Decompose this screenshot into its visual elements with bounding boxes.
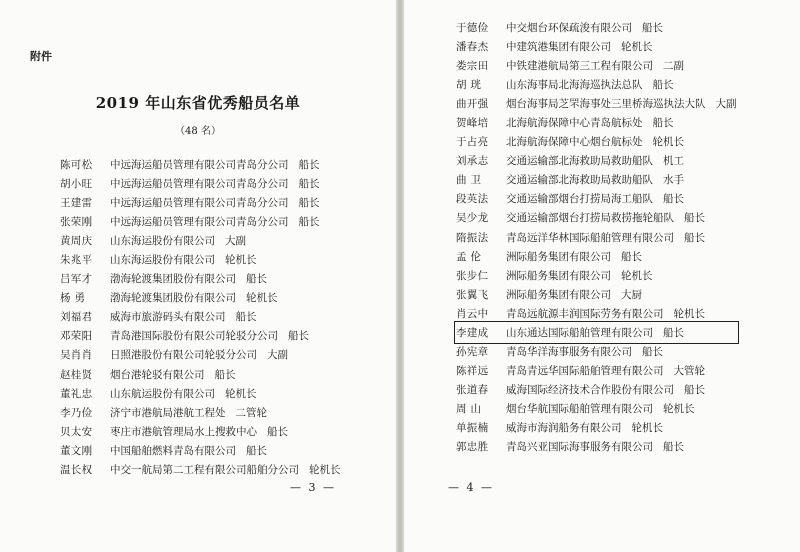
crew-name: 单振楠 [456, 422, 489, 434]
crew-company: 山东海运股份有限公司 [110, 235, 215, 248]
crew-name: 娄宗田 [456, 60, 489, 73]
crew-row [456, 56, 737, 75]
crew-role: 二管轮 [235, 406, 267, 419]
crew-role: 轮机长 [621, 41, 653, 54]
crew-row [60, 174, 341, 193]
crew-role: 二副 [663, 60, 684, 73]
crew-role: 轮机长 [621, 269, 653, 282]
crew-row [456, 418, 737, 437]
crew-name: 张翼飞 [456, 288, 489, 301]
crew-role: 机工 [663, 155, 684, 168]
crew-company: 烟台海事局芝罘海事处三里桥海巡执法大队 [506, 98, 706, 111]
crew-row [60, 365, 341, 384]
crew-name: 李乃俭 [60, 406, 93, 419]
crew-role: 船长 [214, 368, 236, 381]
crew-role: 船长 [298, 216, 320, 229]
crew-row [60, 231, 341, 250]
crew-row [60, 250, 341, 269]
crew-row [456, 304, 737, 323]
crew-company: 烟台港轮驳有限公司 [110, 368, 205, 381]
crew-role: 轮机长 [225, 254, 257, 267]
crew-role: 轮机长 [631, 422, 663, 434]
crew-row [456, 132, 737, 151]
crew-company: 青岛远洋华林国际船舶管理有限公司 [506, 231, 674, 244]
crew-row [60, 422, 341, 441]
crew-company: 洲际船务集团有限公司 [506, 269, 611, 282]
crew-name: 黄周庆 [60, 235, 93, 248]
crew-row [60, 155, 341, 174]
crew-company: 山东海运股份有限公司 [110, 254, 215, 267]
crew-company: 北海航海保障中心烟台航标处 [506, 136, 643, 149]
crew-row [60, 269, 341, 288]
crew-name: 肖云中 [456, 307, 489, 320]
crew-name: 陈祥远 [456, 364, 489, 377]
crew-role: 大副 [225, 235, 246, 248]
crew-row-highlighted [456, 323, 737, 342]
crew-role: 轮机长 [652, 136, 684, 149]
crew-row [456, 361, 737, 380]
crew-name: 贺峰培 [456, 117, 489, 130]
crew-role: 船长 [652, 117, 674, 130]
crew-name: 周 山 [456, 402, 482, 415]
crew-company: 济宁市港航局港航工程处 [110, 406, 226, 419]
crew-company: 威海市旅游码头有限公司 [110, 311, 226, 324]
crew-company: 中建筑港集团有限公司 [506, 41, 611, 54]
crew-name: 陈可松 [60, 159, 93, 172]
crew-role: 船长 [663, 441, 684, 454]
crew-name: 于德俭 [456, 22, 489, 35]
crew-name: 张荣刚 [60, 216, 93, 229]
crew-row [60, 288, 341, 307]
crew-row [60, 441, 341, 460]
crew-role: 船长 [684, 231, 705, 244]
crew-role: 船长 [267, 425, 288, 438]
crew-name: 刘福君 [60, 311, 93, 324]
crew-row [456, 208, 737, 227]
crew-name: 朱兆平 [60, 254, 93, 267]
crew-name: 吴少龙 [456, 212, 489, 225]
crew-name: 郭忠胜 [456, 441, 489, 454]
crew-row [60, 307, 341, 326]
crew-role: 船长 [621, 250, 642, 263]
crew-row [456, 342, 737, 361]
crew-row [456, 380, 737, 399]
crew-row [456, 266, 737, 285]
crew-name: 隋振法 [456, 231, 489, 244]
crew-role: 船长 [298, 178, 320, 191]
crew-company: 渤海轮渡集团股份有限公司 [110, 273, 236, 286]
crew-name: 胡 珖 [456, 79, 482, 92]
crew-name: 潘春杰 [456, 41, 489, 54]
crew-company: 中远海运船员管理有限公司青岛分公司 [110, 216, 289, 229]
crew-name: 邓荣阳 [60, 330, 93, 343]
crew-company: 威海国际经济技术合作股份有限公司 [506, 383, 674, 396]
crew-row [456, 18, 737, 37]
crew-list-left [60, 155, 341, 479]
crew-company: 枣庄市港航管理局水上搜救中心 [110, 425, 257, 438]
crew-list-right [456, 18, 737, 456]
crew-row [60, 384, 341, 403]
crew-company: 威海市海润船务有限公司 [506, 422, 622, 434]
crew-role: 船长 [298, 197, 320, 210]
crew-name: 吴肖肖 [60, 349, 93, 362]
crew-role: 船长 [642, 345, 663, 358]
crew-row [456, 37, 737, 56]
crew-company: 山东海事局北海海巡执法总队 [506, 79, 643, 92]
crew-row [456, 437, 737, 456]
crew-row [60, 326, 341, 345]
crew-name: 曲开强 [456, 98, 489, 111]
page-number-left: — 3 — [290, 481, 336, 494]
crew-company: 洲际船务集团有限公司 [506, 250, 611, 263]
crew-row [60, 345, 341, 364]
crew-name: 于占亮 [456, 136, 489, 149]
attachment-label: 附件 [30, 50, 52, 63]
crew-role: 轮机长 [663, 402, 695, 415]
crew-role: 大副 [267, 349, 288, 362]
crew-company: 中交一航局第二工程有限公司船舶分公司 [110, 463, 299, 476]
crew-company: 青岛兴亚国际海事服务有限公司 [506, 441, 653, 454]
crew-row [456, 399, 737, 418]
crew-role: 轮机长 [246, 292, 278, 305]
crew-role: 船长 [652, 79, 674, 92]
book-spine [396, 0, 404, 552]
crew-name: 吕军才 [60, 273, 93, 286]
crew-role: 轮机长 [673, 307, 705, 320]
crew-role: 船长 [663, 193, 684, 206]
crew-row [456, 94, 737, 113]
crew-role: 船长 [684, 383, 705, 396]
crew-role: 船长 [288, 330, 309, 343]
crew-name: 王建雷 [60, 197, 93, 210]
crew-row [456, 228, 737, 247]
crew-row [60, 212, 341, 231]
crew-company: 洲际船务集团有限公司 [506, 288, 611, 301]
crew-role: 船长 [663, 326, 684, 339]
crew-row [60, 403, 341, 422]
crew-row [456, 170, 737, 189]
crew-company: 中远海运船员管理有限公司青岛分公司 [110, 178, 289, 191]
crew-company: 青岛华洋海事服务有限公司 [506, 345, 632, 358]
crew-row [456, 189, 737, 208]
crew-name: 张步仁 [456, 269, 489, 282]
crew-name: 董文刚 [60, 444, 93, 457]
crew-role: 水手 [663, 174, 684, 187]
crew-company: 中交烟台环保疏浚有限公司 [506, 22, 632, 35]
crew-name: 张道春 [456, 383, 489, 396]
crew-role: 大厨 [621, 288, 642, 301]
crew-role: 船长 [298, 159, 320, 172]
crew-name: 董礼忠 [60, 387, 93, 400]
crew-company: 交通运输部烟台打捞局救捞拖轮船队 [506, 212, 674, 225]
crew-company: 交通运输部烟台打捞局海工船队 [506, 193, 653, 206]
crew-name: 孟 伦 [456, 250, 482, 263]
crew-role: 大管轮 [673, 364, 705, 377]
crew-company: 日照港股份有限公司轮驳分公司 [110, 349, 257, 362]
crew-role: 船长 [642, 22, 663, 35]
crew-name: 孙宪章 [456, 345, 489, 358]
crew-role: 船长 [246, 444, 267, 457]
left-page [0, 0, 396, 552]
crew-name: 赵桂贤 [60, 368, 93, 381]
crew-company: 山东通达国际船舶管理有限公司 [506, 326, 653, 339]
crew-name: 李建成 [456, 326, 489, 339]
crew-name: 杨 勇 [60, 292, 86, 305]
crew-company: 中铁建港航局第三工程有限公司 [506, 60, 653, 73]
document-subtitle: （48 名） [175, 126, 221, 137]
crew-role: 轮机长 [309, 463, 341, 476]
crew-name: 贝太安 [60, 425, 93, 438]
crew-row [60, 460, 341, 479]
crew-row [456, 247, 737, 266]
crew-company: 渤海轮渡集团股份有限公司 [110, 292, 236, 305]
crew-role: 船长 [246, 273, 267, 286]
crew-row [456, 113, 737, 132]
crew-row [60, 193, 341, 212]
document-title: 2019 年山东省优秀船员名单 [95, 94, 301, 112]
crew-role: 大副 [715, 98, 737, 111]
crew-company: 山东航运股份有限公司 [110, 387, 215, 400]
crew-row [456, 151, 737, 170]
crew-name: 曲 卫 [456, 174, 482, 187]
crew-company: 烟台华航国际船舶管理有限公司 [506, 402, 653, 415]
crew-name: 段英法 [456, 193, 489, 206]
crew-name: 刘承志 [456, 155, 489, 168]
crew-company: 中远海运船员管理有限公司青岛分公司 [110, 197, 289, 210]
crew-name: 胡小旺 [60, 178, 93, 191]
crew-company: 北海航海保障中心青岛航标处 [506, 117, 643, 130]
crew-name: 温长权 [60, 463, 93, 476]
crew-company: 青岛远航源丰润国际劳务有限公司 [506, 307, 664, 320]
crew-company: 青岛港国际股份有限公司轮驳分公司 [110, 330, 278, 343]
crew-role: 船长 [235, 311, 257, 324]
crew-company: 交通运输部北海救助局救助船队 [506, 155, 653, 168]
crew-role: 轮机长 [225, 387, 257, 400]
crew-company: 交通运输部北海救助局救助船队 [506, 174, 653, 187]
crew-company: 中远海运船员管理有限公司青岛分公司 [110, 159, 289, 172]
crew-role: 船长 [684, 212, 705, 225]
crew-row [456, 285, 737, 304]
crew-company: 中国船舶燃料青岛有限公司 [110, 444, 236, 457]
crew-row [456, 75, 737, 94]
page-number-right: — 4 — [448, 481, 494, 494]
crew-company: 青岛青远华国际船舶管理有限公司 [506, 364, 664, 377]
